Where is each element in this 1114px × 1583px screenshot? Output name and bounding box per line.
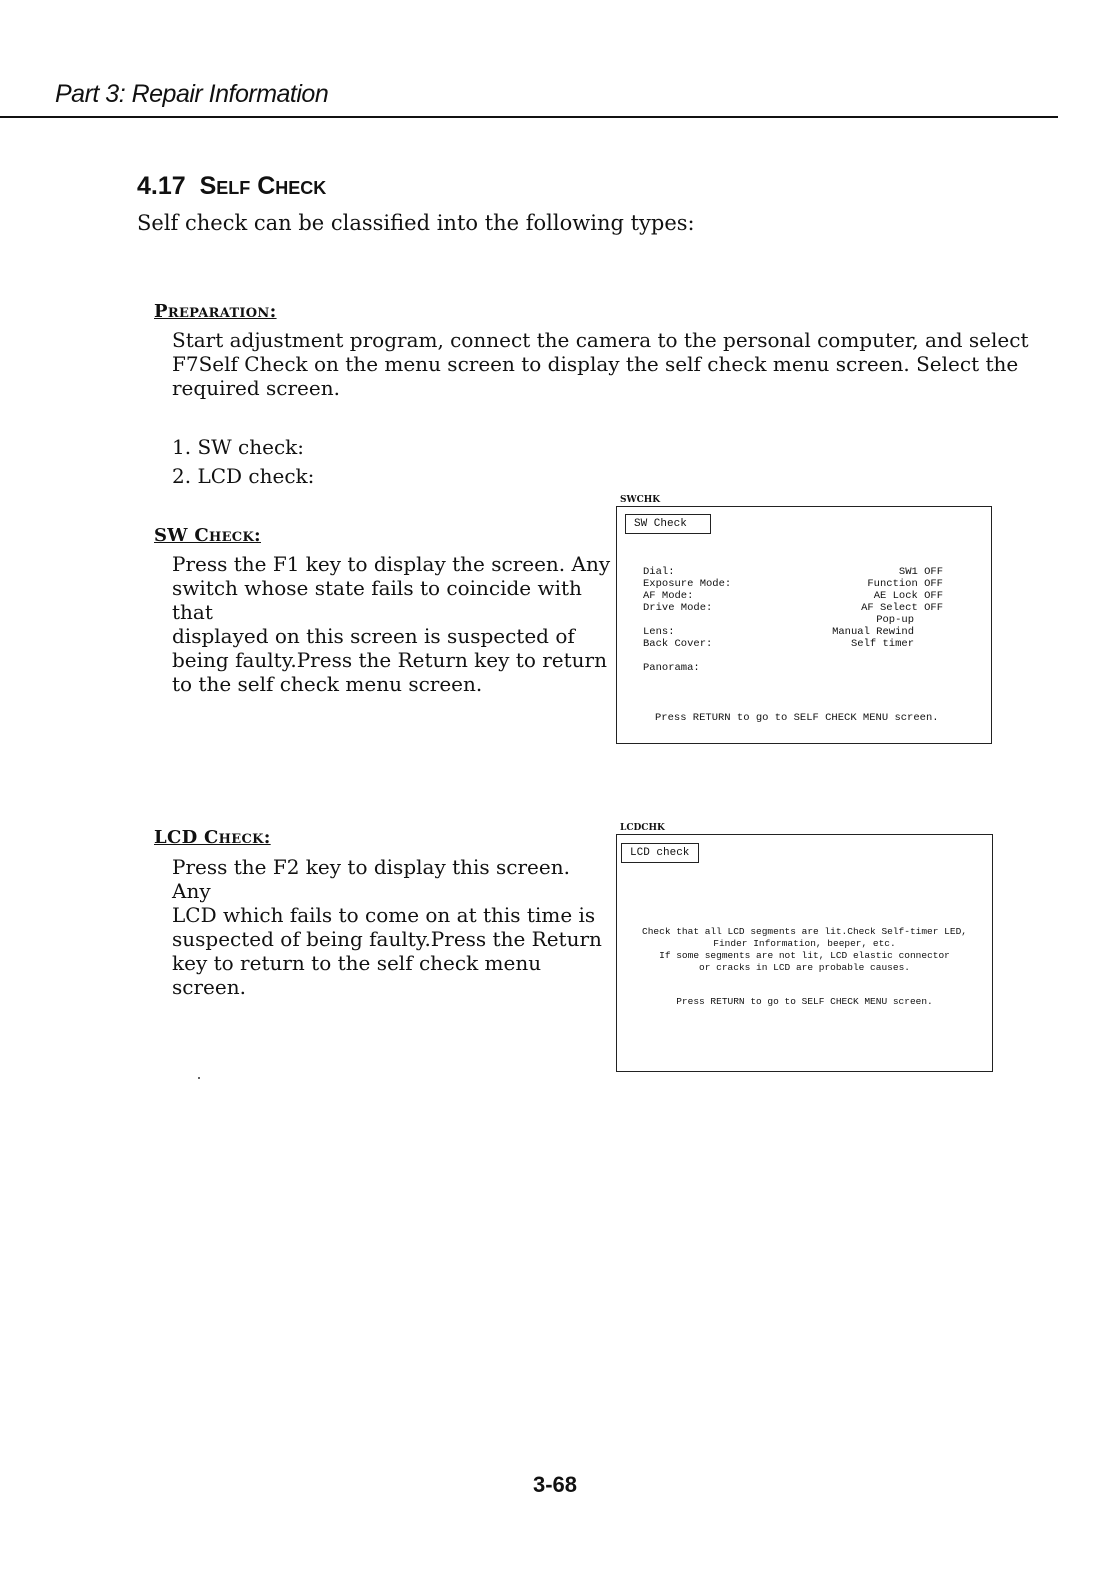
lcd-screen-caption: LCDCHK <box>620 823 665 833</box>
sw-state: Pop-up <box>876 614 914 626</box>
header-rule <box>0 116 1058 118</box>
lcd-check-text <box>172 855 612 999</box>
sw-label: Lens: <box>643 626 675 638</box>
sw-check-line: displayed on this screen is suspected of <box>172 624 575 648</box>
preparation-line: Start adjustment program, connect the camera to the personal computer, and select <box>172 328 1029 352</box>
stray-mark <box>198 1077 200 1079</box>
section-intro: Self check can be classified into the following types: <box>137 211 695 235</box>
section-title <box>137 172 326 201</box>
lcd-check-line: Press the F2 key to display this screen. Any <box>172 855 570 903</box>
sw-check-line: Press the F1 key to display the screen. Any <box>172 552 611 576</box>
sw-screen-tag: SW Check <box>625 514 711 534</box>
sw-check-line: switch whose state fails to coincide with that <box>172 576 582 624</box>
sw-state: Function OFF <box>867 578 943 590</box>
preparation-text <box>172 328 1032 400</box>
page-number: 3-68 <box>533 1472 578 1497</box>
running-header: Part 3: Repair Information <box>55 80 329 108</box>
lcd-check-line: suspected of being faulty.Press the Return <box>172 927 602 951</box>
lcd-message-line: or cracks in LCD are probable causes. <box>699 962 910 973</box>
type-list-item: 2. LCD check: <box>172 464 315 488</box>
sw-check-text <box>172 552 612 696</box>
sw-label: Exposure Mode: <box>643 578 732 590</box>
lcd-check-line: key to return to the self check menu screen. <box>172 951 542 999</box>
sw-label: AF Mode: <box>643 590 694 602</box>
lcd-message-line: Check that all LCD segments are lit.Check Self-timer LED, <box>642 926 967 937</box>
lcd-message-line: If some segments are not lit, LCD elastic connector <box>659 950 950 961</box>
lcd-check-line: LCD which fails to come on at this time is <box>172 903 596 927</box>
sw-state: Self timer <box>850 638 914 650</box>
preparation-line: F7Self Check on the menu screen to display the self check menu screen. Select the <box>172 352 1019 376</box>
sw-screen-caption: SWCHK <box>620 495 661 505</box>
sw-screen-labels <box>643 566 731 674</box>
sw-label: Dial: <box>643 566 675 578</box>
sw-check-heading: SW Check: <box>154 525 261 546</box>
sw-label: Panorama: <box>643 662 700 674</box>
type-list-item: 1. SW check: <box>172 435 305 459</box>
sw-state: SW1 OFF <box>898 566 943 578</box>
sw-label: Drive Mode: <box>643 602 713 614</box>
sw-label <box>643 614 731 626</box>
sw-state: AF Select OFF <box>861 602 943 614</box>
sw-label: Back Cover: <box>643 638 713 650</box>
lcd-check-screen <box>616 834 993 1072</box>
sw-screen-footer: Press RETURN to go to SELF CHECK MENU screen. <box>655 712 939 724</box>
lcd-message-line: Finder Information, beeper, etc. <box>713 938 896 949</box>
sw-check-screen <box>616 506 992 744</box>
preparation-heading: Preparation: <box>154 301 277 322</box>
lcd-screen-message <box>617 926 992 974</box>
sw-state: AE Lock OFF <box>873 590 943 602</box>
preparation-line: required screen. <box>172 376 340 400</box>
sw-state: Manual Rewind <box>832 626 914 638</box>
lcd-check-heading: LCD Check: <box>154 827 271 848</box>
sw-screen-states-lower <box>832 614 914 650</box>
section-number: 4.17 <box>137 172 186 200</box>
lcd-screen-footer: Press RETURN to go to SELF CHECK MENU screen. <box>676 996 933 1007</box>
sw-screen-states <box>861 566 943 614</box>
sw-check-line: to the self check menu screen. <box>172 672 483 696</box>
sw-check-line: being faulty.Press the Return key to return <box>172 648 607 672</box>
sw-label <box>643 650 731 662</box>
section-name: Self Check <box>199 172 327 200</box>
lcd-screen-tag: LCD check <box>621 843 699 863</box>
